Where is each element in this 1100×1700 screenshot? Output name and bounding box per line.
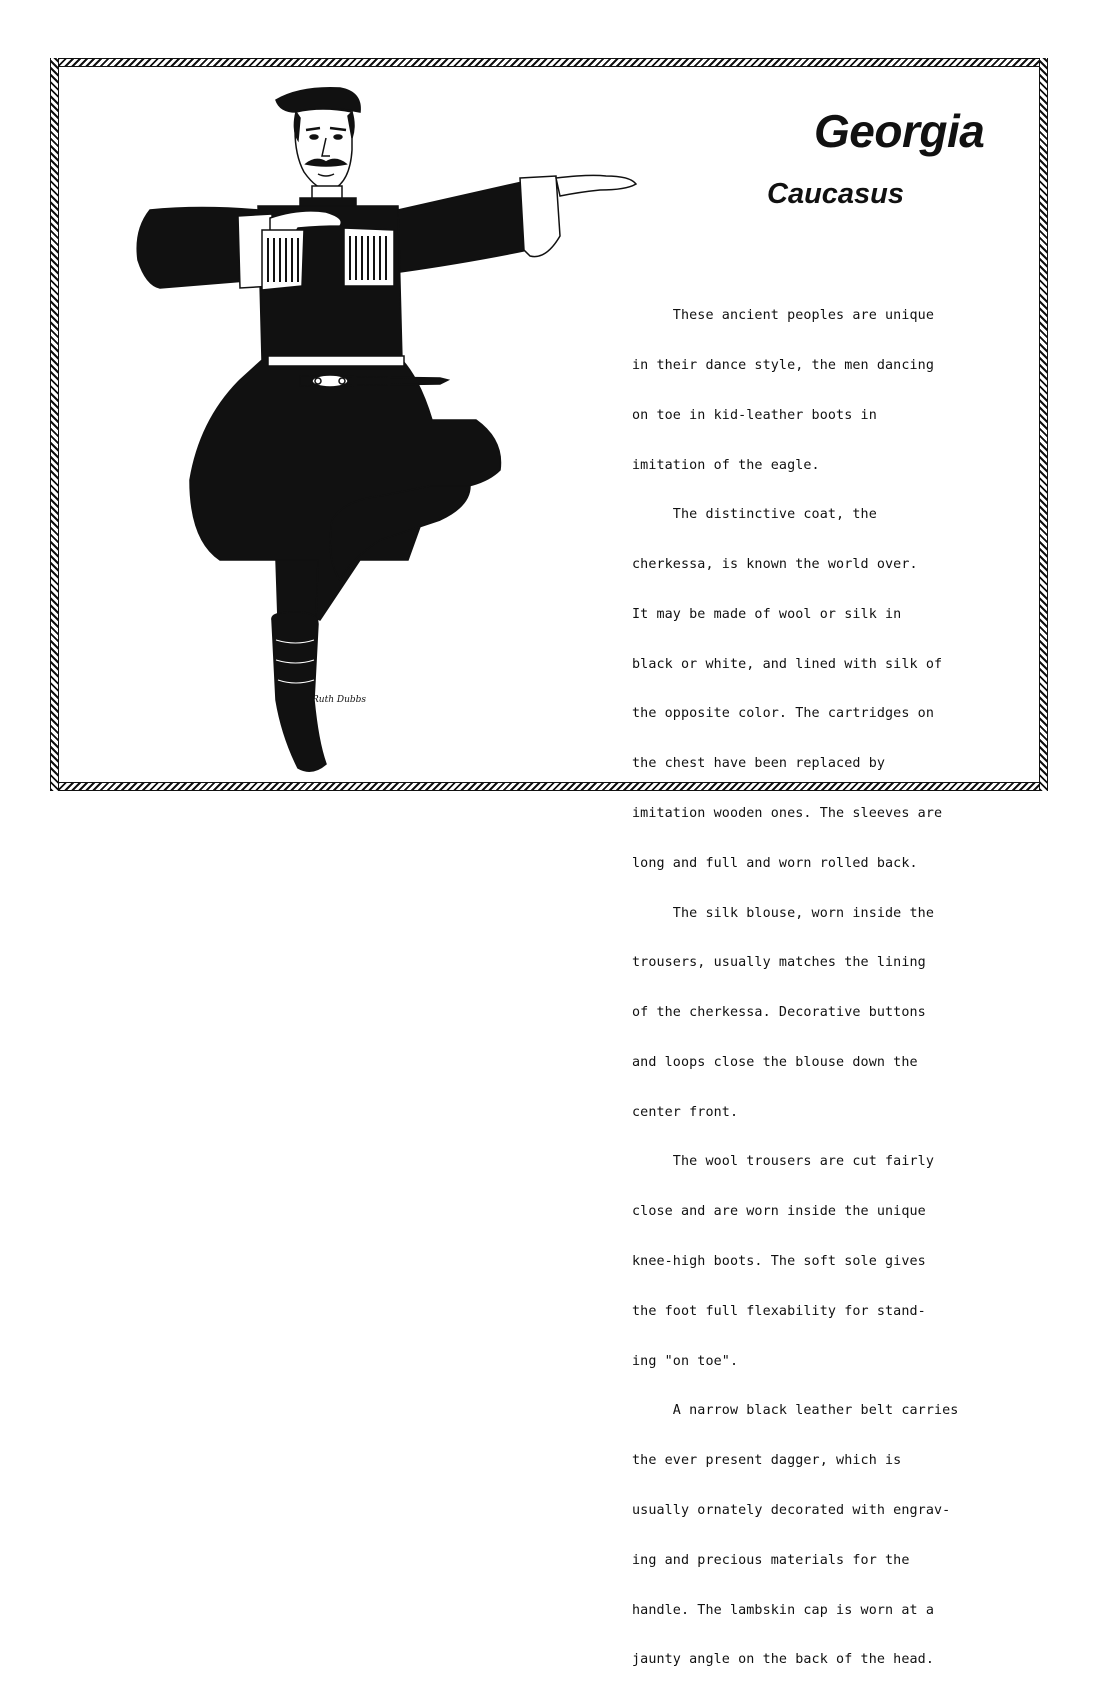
text-line: the opposite color. The cartridges on [632,706,934,722]
trouser-leg [276,560,318,620]
text-line: the chest have been replaced by [632,756,886,772]
text-line: usually ornately decorated with engrav- [632,1502,951,1518]
boot-standing [272,612,326,771]
dagger [300,375,448,387]
page-title: Georgia [814,105,985,157]
cartridge-panel-left [262,230,304,290]
coat-sleeve-right [398,182,528,272]
text-line: imitation wooden ones. The sleeves are [632,806,943,821]
text-line: long and full and worn rolled back. [632,855,918,871]
text-line: on toe in kid-leather boots in [632,407,877,423]
leather-belt [268,356,404,366]
text-line: cherkessa, is known the world over. [632,557,918,573]
text-line: knee-high boots. The soft sole gives [632,1254,926,1270]
dancer-illustration [130,80,650,780]
text-line: The distinctive coat, the [632,507,877,523]
text-line: The wool trousers are cut fairly [632,1154,934,1170]
text-line: in their dance style, the men dancing [632,357,934,373]
text-line: of the cherkessa. Decorative buttons [632,1005,926,1021]
artist-signature: Ruth Dubbs [312,695,366,705]
text-line: black or white, and lined with silk of [632,656,943,672]
text-line: imitation of the eagle. [632,457,820,473]
rope-border-top [50,58,1048,67]
text-line: close and are worn inside the unique [632,1204,926,1220]
text-line: It may be made of wool or silk in [632,606,902,622]
rope-border-left [50,58,59,791]
text-line: the ever present dagger, which is [632,1453,902,1469]
text-line: jaunty angle on the back of the head. [632,1652,934,1668]
text-line: ing "on toe". [632,1353,739,1369]
text-line: trousers, usually matches the lining [632,955,926,971]
page-subtitle: Caucasus [767,178,905,210]
text-line: A narrow black leather belt carries [632,1403,959,1419]
text-line: These ancient peoples are unique [632,308,934,324]
text-line: and loops close the blouse down the [632,1054,918,1070]
text-line: the foot full flexability for stand- [632,1303,926,1319]
description-text [632,275,1032,1700]
text-line: ing and precious materials for the [632,1552,910,1568]
cartridge-panel-right [344,228,394,286]
rope-border-right [1039,58,1048,791]
text-line: The silk blouse, worn inside the [632,905,934,921]
text-line: handle. The lambskin cap is worn at a [632,1602,934,1618]
cuff-right [520,176,560,257]
text-line: center front. [632,1104,739,1120]
